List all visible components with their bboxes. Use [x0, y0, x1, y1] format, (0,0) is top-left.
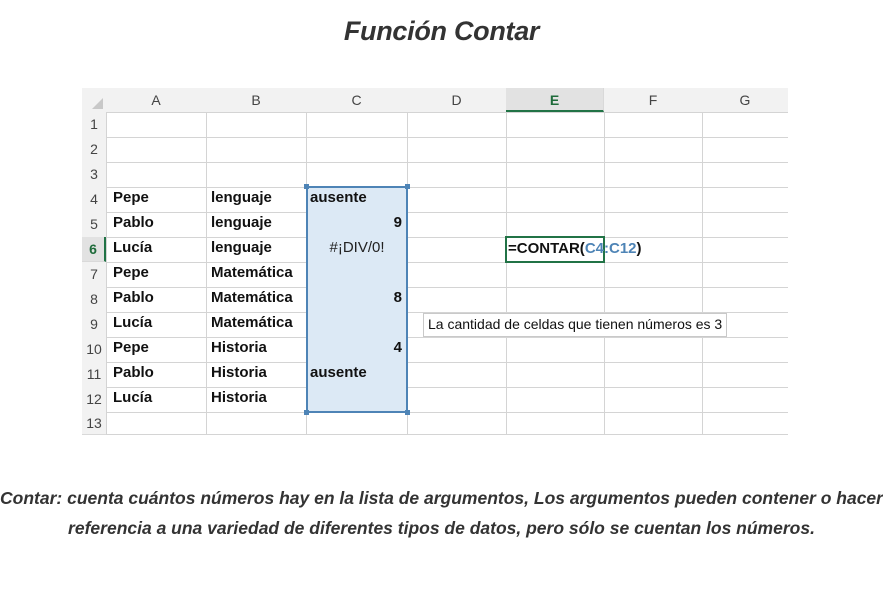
grid-line — [106, 337, 788, 338]
cell-b7[interactable]: Matemática — [211, 264, 293, 281]
grid-line — [106, 112, 788, 113]
row-header-2[interactable]: 2 — [82, 137, 106, 163]
row-header-3[interactable]: 3 — [82, 162, 106, 188]
row-header-12[interactable]: 12 — [82, 387, 106, 413]
cell-c10[interactable]: 4 — [393, 339, 402, 356]
column-header-e[interactable]: E — [506, 88, 604, 112]
cell-b11[interactable]: Historia — [211, 364, 267, 381]
cell-a6[interactable]: Lucía — [113, 239, 153, 256]
grid-line — [106, 187, 788, 188]
cell-b5[interactable]: lenguaje — [211, 214, 272, 231]
row-header-6[interactable]: 6 — [82, 237, 106, 262]
grid-line — [106, 162, 788, 163]
cell-a5[interactable]: Pablo — [113, 214, 154, 231]
row-header-4[interactable]: 4 — [82, 187, 106, 213]
cell-a12[interactable]: Lucía — [113, 389, 153, 406]
caption — [0, 483, 883, 543]
formula-prefix: =CONTAR( — [508, 240, 585, 257]
caption-line-1: Contar: cuenta cuántos números hay en la lista de argumentos, Los argumentos pueden contener o hacer — [0, 488, 883, 508]
row-header-1[interactable]: 1 — [82, 112, 106, 138]
column-header-d[interactable]: D — [407, 88, 507, 112]
caption-line-2: referencia a una variedad de diferentes tipos de datos, pero sólo se cuentan los números. — [68, 518, 815, 538]
cell-b8[interactable]: Matemática — [211, 289, 293, 306]
grid-line — [604, 112, 605, 435]
range-handle[interactable] — [304, 410, 309, 415]
cell-c11[interactable]: ausente — [310, 364, 367, 381]
row-header-9[interactable]: 9 — [82, 312, 106, 338]
result-tooltip: La cantidad de celdas que tienen números es 3 — [423, 313, 727, 337]
column-header-c[interactable]: C — [306, 88, 408, 112]
grid-line — [702, 112, 703, 435]
formula-suffix: ) — [636, 240, 642, 257]
row-header-10[interactable]: 10 — [82, 337, 106, 363]
cell-a4[interactable]: Pepe — [113, 189, 149, 206]
cell-a10[interactable]: Pepe — [113, 339, 149, 356]
page-title: Función Contar — [343, 16, 540, 46]
cell-a7[interactable]: Pepe — [113, 264, 149, 281]
grid-line — [106, 434, 788, 435]
row-header-5[interactable]: 5 — [82, 212, 106, 238]
column-header-b[interactable]: B — [206, 88, 307, 112]
cell-c5[interactable]: 9 — [393, 214, 402, 231]
row-header-13[interactable]: 13 — [82, 412, 106, 435]
grid-line — [106, 212, 788, 213]
range-handle[interactable] — [405, 410, 410, 415]
cell-c4[interactable]: ausente — [310, 189, 367, 206]
grid-line — [106, 387, 788, 388]
grid-line — [106, 237, 788, 238]
formula-reference: C4:C12 — [584, 240, 637, 257]
cell-b9[interactable]: Matemática — [211, 314, 293, 331]
cell-b12[interactable]: Historia — [211, 389, 267, 406]
cell-c8[interactable]: 8 — [393, 289, 402, 306]
grid-line — [206, 112, 207, 435]
grid-line — [106, 262, 788, 263]
row-header-11[interactable]: 11 — [82, 362, 106, 388]
formula-e6[interactable] — [508, 240, 642, 257]
cell-a8[interactable]: Pablo — [113, 289, 154, 306]
cell-b10[interactable]: Historia — [211, 339, 267, 356]
grid-line — [106, 412, 788, 413]
row-header-7[interactable]: 7 — [82, 262, 106, 288]
cell-a11[interactable]: Pablo — [113, 364, 154, 381]
column-header-a[interactable]: A — [106, 88, 207, 112]
grid-line — [506, 112, 507, 435]
grid-line — [106, 112, 107, 435]
cell-b4[interactable]: lenguaje — [211, 189, 272, 206]
cell-a9[interactable]: Lucía — [113, 314, 153, 331]
cell-b6[interactable]: lenguaje — [211, 239, 272, 256]
select-all-corner[interactable] — [82, 88, 106, 112]
row-header-8[interactable]: 8 — [82, 287, 106, 313]
spreadsheet — [82, 88, 788, 435]
column-header-g[interactable]: G — [702, 88, 788, 112]
grid-line — [106, 287, 788, 288]
grid-line — [106, 137, 788, 138]
cell-c6[interactable]: #¡DIV/0! — [329, 239, 385, 256]
column-header-f[interactable]: F — [604, 88, 703, 112]
grid-line — [106, 362, 788, 363]
